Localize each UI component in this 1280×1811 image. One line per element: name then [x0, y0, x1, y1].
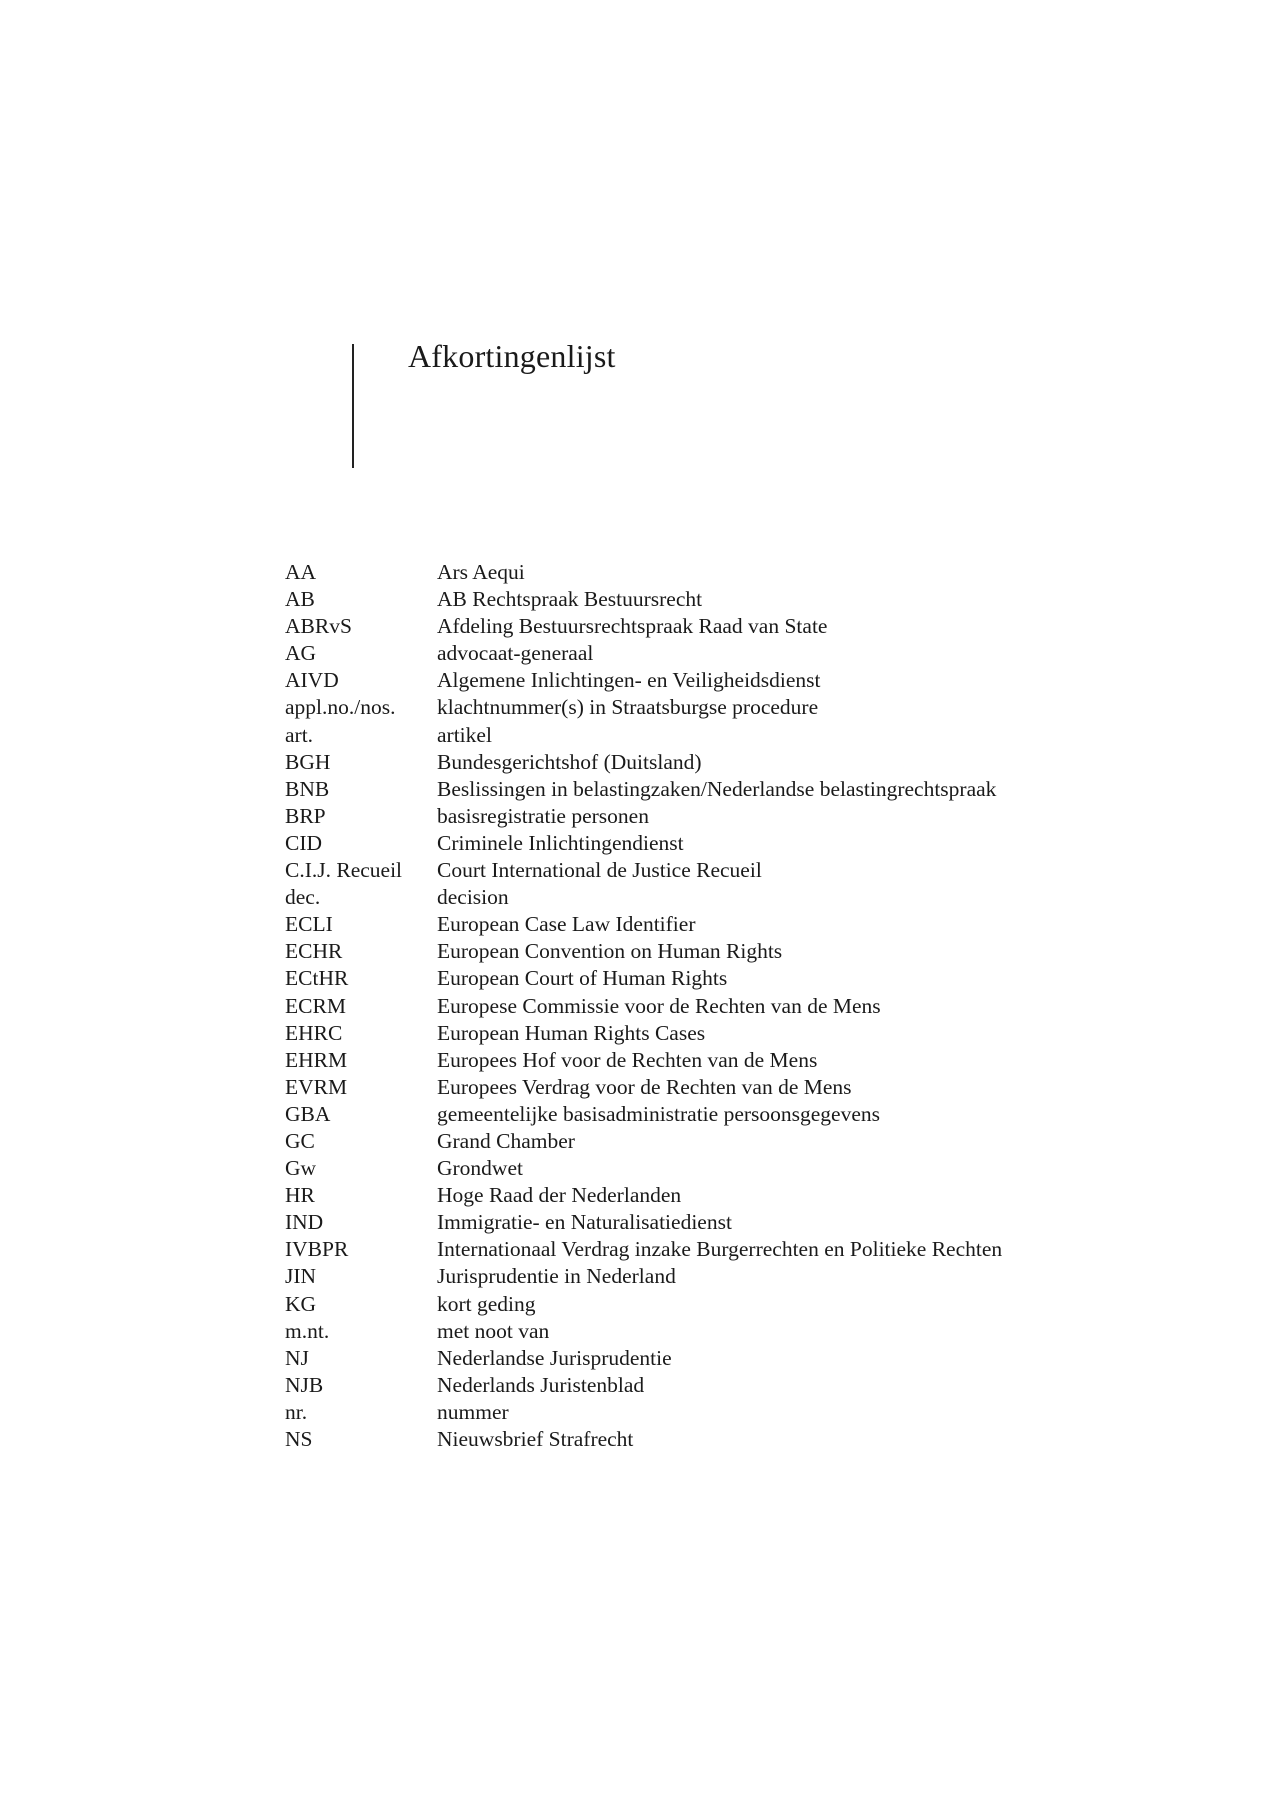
abbreviation-meaning: Criminele Inlichtingendienst [437, 830, 684, 855]
list-item [285, 1426, 1025, 1453]
abbreviation: AA [285, 560, 317, 584]
abbreviation: ECRM [285, 993, 346, 1018]
list-item [285, 1155, 1025, 1182]
abbreviation: ECHR [285, 939, 343, 964]
abbreviation-meaning: Ars Aequi [437, 560, 525, 584]
abbreviation: EHRM [285, 1047, 348, 1072]
abbreviation-meaning: nummer [437, 1399, 509, 1424]
abbreviation: ECtHR [285, 966, 349, 991]
list-item [285, 749, 1025, 776]
abbreviation-meaning: AB Rechtspraak Bestuursrecht [437, 587, 703, 612]
abbreviation: AIVD [285, 668, 339, 693]
abbreviation: IND [285, 1210, 324, 1235]
abbreviation-meaning: Court International de Justice Recueil [437, 858, 762, 883]
abbreviation: JIN [285, 1264, 317, 1289]
abbreviation: IVBPR [285, 1237, 349, 1262]
abbreviation: art. [285, 722, 314, 747]
abbreviation: HR [285, 1183, 315, 1208]
abbreviation: dec. [285, 885, 321, 910]
abbreviation-meaning: Bundesgerichtshof (Duitsland) [437, 749, 702, 774]
chapter-rule [352, 344, 354, 468]
page-title: Afkortingenlijst [408, 338, 616, 374]
list-item [285, 1399, 1025, 1426]
abbreviation-meaning: artikel [437, 722, 492, 747]
abbreviation-meaning: European Case Law Identifier [437, 912, 696, 937]
list-item [285, 1345, 1025, 1372]
abbreviation-meaning: Europees Verdrag voor de Rechten van de Mens [437, 1074, 852, 1099]
abbreviation: m.nt. [285, 1318, 330, 1343]
abbreviation: NJ [285, 1345, 309, 1370]
abbreviation-meaning: Jurisprudentie in Nederland [437, 1264, 676, 1289]
list-item [285, 1236, 1025, 1263]
abbreviation-meaning: Nederlandse Jurisprudentie [437, 1345, 672, 1370]
abbreviation: NS [285, 1427, 313, 1451]
abbreviation-meaning: Internationaal Verdrag inzake Burgerrechten en Politieke Rechten [437, 1237, 1003, 1262]
abbreviation-meaning: Grondwet [437, 1156, 523, 1181]
abbreviation: NJB [285, 1372, 324, 1397]
abbreviation: AB [285, 587, 315, 612]
list-item [285, 776, 1025, 803]
abbreviation-meaning: kort geding [437, 1291, 536, 1316]
abbreviation: CID [285, 830, 323, 855]
abbreviation-meaning: Algemene Inlichtingen- en Veiligheidsdienst [437, 668, 821, 693]
list-item [285, 884, 1025, 911]
abbreviation-meaning: met noot van [437, 1318, 550, 1343]
abbreviation-list [285, 559, 1025, 1453]
abbreviation: EHRC [285, 1020, 343, 1045]
abbreviation-meaning: decision [437, 885, 509, 910]
abbreviation: EVRM [285, 1074, 348, 1099]
list-item [285, 1209, 1025, 1236]
abbreviation-meaning: Europese Commissie voor de Rechten van de Mens [437, 993, 881, 1018]
abbreviation: BGH [285, 749, 331, 774]
list-item [285, 1020, 1025, 1047]
abbreviation: ABRvS [285, 614, 352, 639]
list-item [285, 1047, 1025, 1074]
list-item [285, 830, 1025, 857]
list-item [285, 911, 1025, 938]
abbreviation: ECLI [285, 912, 333, 937]
list-item [285, 667, 1025, 694]
list-item [285, 722, 1025, 749]
list-item [285, 1291, 1025, 1318]
list-item [285, 559, 1025, 586]
list-item [285, 694, 1025, 721]
abbreviation-meaning: Beslissingen in belastingzaken/Nederlandse belastingrechtspraak [437, 776, 997, 801]
abbreviation: Gw [285, 1156, 317, 1181]
abbreviation: GC [285, 1128, 315, 1153]
list-item [285, 1318, 1025, 1345]
abbreviation-meaning: Afdeling Bestuursrechtspraak Raad van State [437, 614, 828, 639]
abbreviation: KG [285, 1291, 317, 1316]
list-item [285, 1182, 1025, 1209]
abbreviation: appl.no./nos. [285, 695, 396, 720]
abbreviation: BNB [285, 776, 330, 801]
list-item [285, 965, 1025, 992]
list-item [285, 586, 1025, 613]
list-item [285, 803, 1025, 830]
abbreviation: BRP [285, 803, 326, 828]
abbreviation-meaning: basisregistratie personen [437, 803, 649, 828]
abbreviation-meaning: Nederlands Juristenblad [437, 1372, 645, 1397]
abbreviation: GBA [285, 1101, 331, 1126]
list-item [285, 1263, 1025, 1290]
abbreviation-meaning: Hoge Raad der Nederlanden [437, 1183, 682, 1208]
abbreviation-meaning: European Human Rights Cases [437, 1020, 706, 1045]
abbreviation-meaning: klachtnummer(s) in Straatsburgse procedure [437, 695, 819, 720]
abbreviation-meaning: Europees Hof voor de Rechten van de Mens [437, 1047, 818, 1072]
abbreviation-meaning: advocaat-generaal [437, 641, 594, 666]
list-item [285, 1128, 1025, 1155]
list-item [285, 613, 1025, 640]
abbreviation: nr. [285, 1399, 308, 1424]
list-item [285, 1101, 1025, 1128]
abbreviation: C.I.J. Recueil [285, 858, 403, 883]
abbreviation-meaning: Grand Chamber [437, 1128, 575, 1153]
abbreviation-meaning: Nieuwsbrief Strafrecht [437, 1427, 634, 1451]
abbreviation-meaning: Immigratie- en Naturalisatiedienst [437, 1210, 732, 1235]
list-item [285, 1074, 1025, 1101]
list-item [285, 1372, 1025, 1399]
abbreviation-meaning: European Convention on Human Rights [437, 939, 783, 964]
list-item [285, 857, 1025, 884]
list-item [285, 938, 1025, 965]
list-item [285, 993, 1025, 1020]
abbreviation-meaning: European Court of Human Rights [437, 966, 728, 991]
abbreviation: AG [285, 641, 317, 666]
abbreviation-meaning: gemeentelijke basisadministratie persoonsgegevens [437, 1101, 881, 1126]
list-item [285, 640, 1025, 667]
